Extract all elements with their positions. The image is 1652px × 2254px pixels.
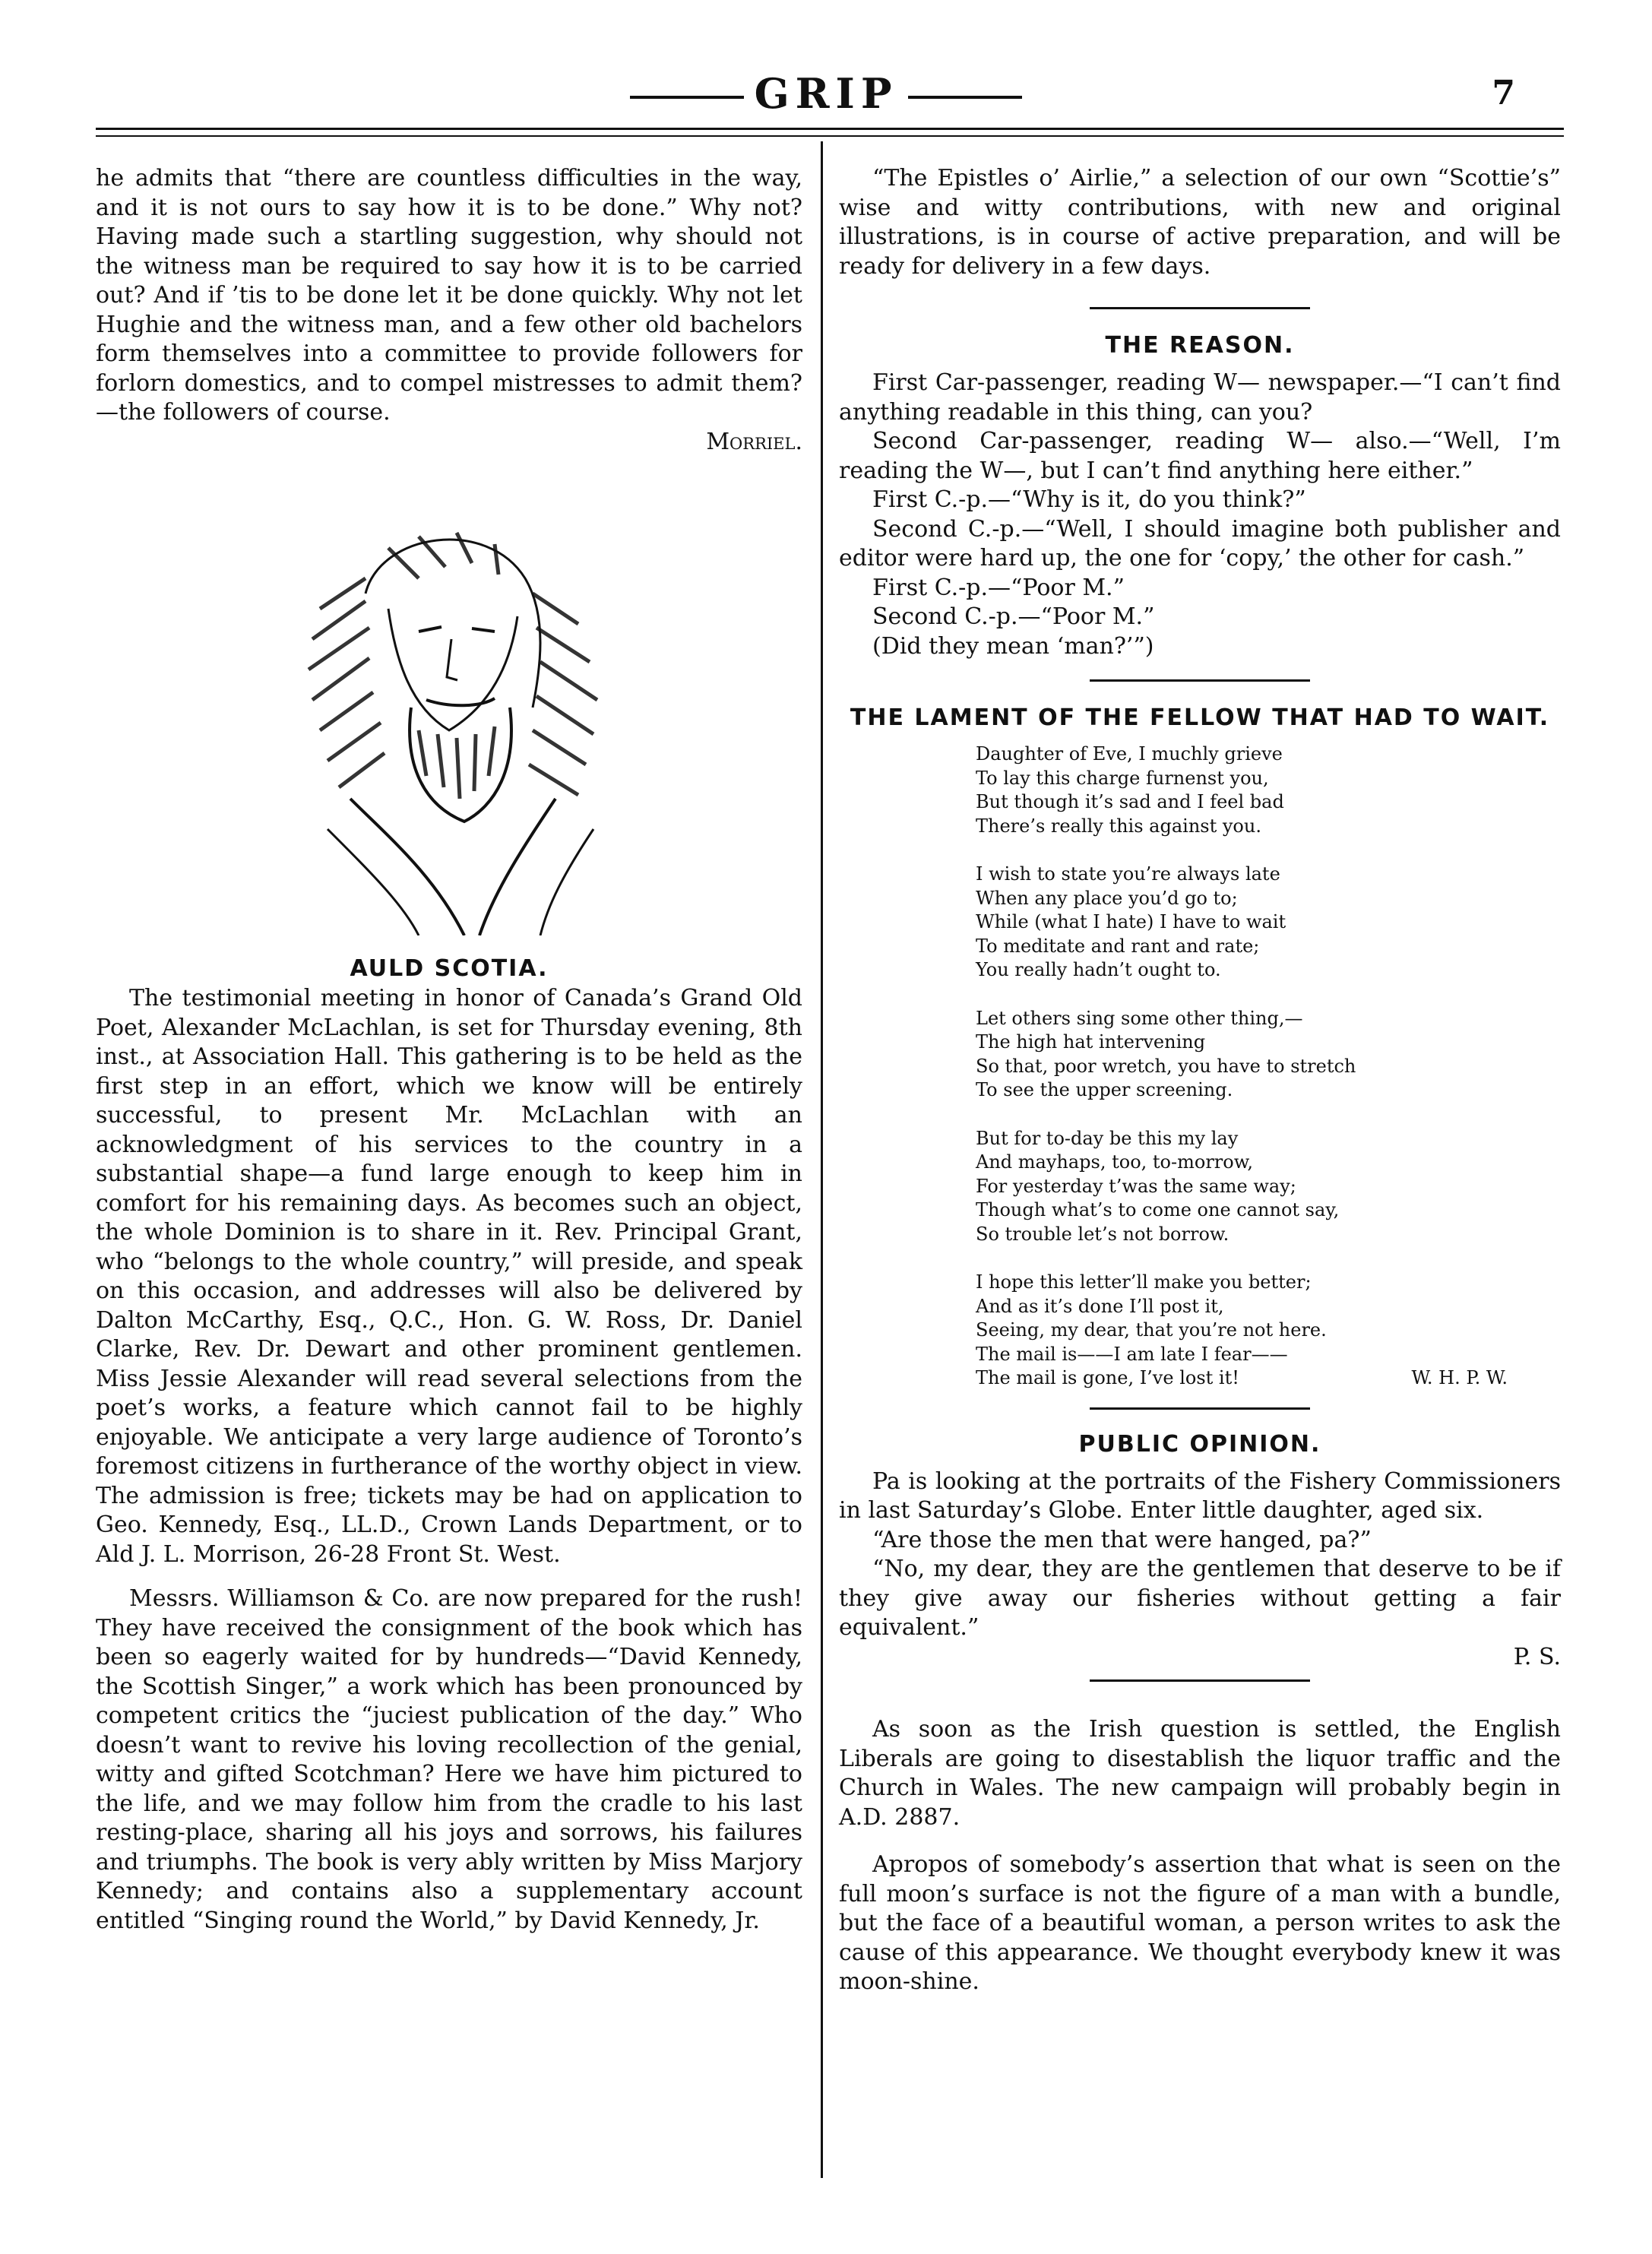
poem-signature: W. H. P. W. [1411, 1367, 1508, 1388]
poem-line: But for to-day be this my lay [976, 1127, 1239, 1149]
journal-title [0, 67, 1652, 120]
poem-line: Though what’s to come one cannot say, [976, 1199, 1340, 1220]
reason-line: (Did they mean ‘man?’”) [872, 632, 1154, 660]
auld-scotia-title: AULD SCOTIA. [350, 955, 549, 982]
masthead [0, 67, 1652, 120]
williamson-paragraph: Messrs. Williamson & Co. are now prepared for the rush! They have received the consignment of the book which has been so eagerly waited for by hundreds—“David Kennedy, the Scottish Singer,” a work which has been pronounced by competent critics the “juciest publication of the day.” Who doesn’t want to revive his loving recollection of the genial, witty and gifted Scotchman? Here we have him pictured to the life, and we may follow him from the cradle to his last resting-place, sharing all his joys and sorrows, his failures and triumphs. The book is very ably written by Miss Marjory Kennedy; and contains also a supplementary account entitled “Singing round the World,” by David Kennedy, Jr. [96, 1585, 802, 1934]
opinion-line: “Are those the men that were hanged, pa?” [872, 1526, 1372, 1553]
intro-paragraph: he admits that “there are countless difficulties in the way, and it is not ours to say how it is to be done.” Why not? Having made such a startling suggestion, why should not the witness man be required to say how it is to be carried out? And if ’tis to be done let it be done quickly. Why not let Hughie and the witness man, and a few other old bachelors form themselves into a committee to provide followers for forlorn domestics, and to compel mistresses to admit them?—the followers of course. [96, 165, 802, 426]
poem-line: Let others sing some other thing,— [976, 1007, 1303, 1029]
epistles-paragraph: “The Epistles o’ Airlie,” a selection of our own “Scottie’s” wise and witty contributions, with new and original illustrations, is in course of active preparation, and will be ready for delivery in a few days. [839, 165, 1561, 280]
opinion-signature: P. S. [1513, 1643, 1561, 1670]
right-column [839, 164, 1561, 1997]
reason-line: First Car-passenger, reading W— newspaper.—“I can’t find anything readable in this thing, can you? [839, 369, 1561, 426]
public-opinion-title: PUBLIC OPINION. [1078, 1430, 1321, 1458]
journal-title-text: GRIP [754, 69, 898, 118]
opinion-line: Pa is looking at the portraits of the Fishery Commissioners in last Saturday’s Globe. Enter little daughter, aged six. [839, 1467, 1561, 1524]
reason-line: First C.-p.—“Why is it, do you think?” [872, 486, 1306, 513]
poem-line: When any place you’d go to; [976, 887, 1238, 909]
lament-poem [976, 742, 1561, 1391]
poem-line: To lay this charge furnenst you, [976, 767, 1269, 789]
poem-line: The mail is gone, I’ve lost it! [976, 1367, 1239, 1388]
poem-line: While (what I hate) I have to wait [976, 911, 1286, 932]
title-ornament-right [908, 96, 1022, 99]
left-column [96, 164, 802, 1936]
header-rule [96, 128, 1564, 130]
column-divider [821, 141, 823, 2178]
poem-stanza [976, 1007, 1561, 1103]
poem-stanza [976, 1271, 1561, 1391]
poem-line: To meditate and rant and rate; [976, 935, 1260, 957]
reason-line: First C.-p.—“Poor M.” [872, 574, 1125, 601]
reason-line: Second C.-p.—“Well, I should imagine both publisher and editor were hard up, the one for ‘copy,’ the other for cash.” [839, 515, 1561, 571]
reason-line: Second C.-p.—“Poor M.” [872, 603, 1155, 630]
poem-line: There’s really this against you. [976, 815, 1261, 837]
poem-line: The mail is——I am late I fear—— [976, 1343, 1288, 1365]
poem-line: The high hat intervening [976, 1031, 1206, 1053]
poem-stanza [976, 1127, 1561, 1247]
poem-stanza [976, 863, 1561, 983]
lament-title: THE LAMENT OF THE FELLOW THAT HAD TO WAIT. [850, 704, 1550, 731]
poem-line: You really hadn’t ought to. [976, 959, 1221, 980]
poem-stanza [976, 742, 1561, 838]
poem-line: Daughter of Eve, I muchly grieve [976, 743, 1283, 765]
poem-line: I hope this letter’ll make you better; [976, 1271, 1312, 1293]
poem-line: Seeing, my dear, that you’re not here. [976, 1319, 1327, 1341]
page-number: 7 [1492, 74, 1515, 112]
poem-line: And as it’s done I’ll post it, [976, 1295, 1224, 1317]
header-rule-second [96, 135, 1564, 137]
intro-signature: Morriel. [706, 428, 802, 455]
poem-line: I wish to state you’re always late [976, 863, 1280, 885]
poem-line: So that, poor wretch, you have to stretch [976, 1055, 1356, 1077]
face-outline [388, 609, 517, 730]
poem-line: For yesterday t’was the same way; [976, 1175, 1296, 1197]
portrait-illustration [236, 480, 662, 935]
poem-line: So trouble let’s not borrow. [976, 1223, 1230, 1245]
irish-question-paragraph: As soon as the Irish question is settled, the English Liberals are going to disestablish the liquor traffic and the Church in Wales. The new campaign will probably begin in A.D. 2887. [839, 1716, 1561, 1831]
opinion-line: “No, my dear, they are the gentlemen that deserve to be if they give away our fisheries without getting a fair equivalent.” [839, 1556, 1561, 1641]
auld-scotia-body: The testimonial meeting in honor of Canada’s Grand Old Poet, Alexander McLachlan, is set for Thursday evening, 8th inst., at Association Hall. This gathering is to be held as the first step in an effort, which we know will be entirely successful, to present Mr. McLachlan with an acknowledgment of his services to the country in a substantial shape—a fund large enough to keep him in comfort for his remaining days. As becomes such an object, the whole Dominion is to share in it. Rev. Principal Grant, who “belongs to the whole country,” will preside, and speak on this occasion, and addresses will also be delivered by Dalton McCarthy, Esq., Q.C., Hon. G. W. Ross, Dr. Daniel Clarke, Rev. Dr. Dewart and other prominent gentlemen. Miss Jessie Alexander will read several selections from the poet’s works, a feature which cannot fail to be highly enjoyable. We anticipate a very large audience of Toronto’s foremost citizens in furtherance of the worthy object in view. The admission is free; tickets may be had on application to Geo. Kennedy, Esq., LL.D., Crown Lands Department, or to Ald J. L. Morrison, 26-28 Front St. West. [96, 985, 802, 1568]
reason-title: THE REASON. [1105, 332, 1295, 359]
poem-line: To see the upper screening. [976, 1079, 1233, 1100]
poem-last-line [976, 1366, 1508, 1391]
poem-line: But though it’s sad and I feel bad [976, 791, 1284, 812]
reason-line: Second Car-passenger, reading W— also.—“Well, I’m reading the W—, but I can’t find anything here either.” [839, 428, 1561, 484]
poem-line: And mayhaps, too, to-morrow, [976, 1151, 1254, 1173]
title-ornament-left [630, 96, 744, 99]
apropos-paragraph: Apropos of somebody’s assertion that what is seen on the full moon’s surface is not the figure of a man with a bundle, but the face of a beautiful woman, a person writes to ask the cause of this appearance. We thought everybody knew it was moon-shine. [839, 1851, 1561, 1995]
